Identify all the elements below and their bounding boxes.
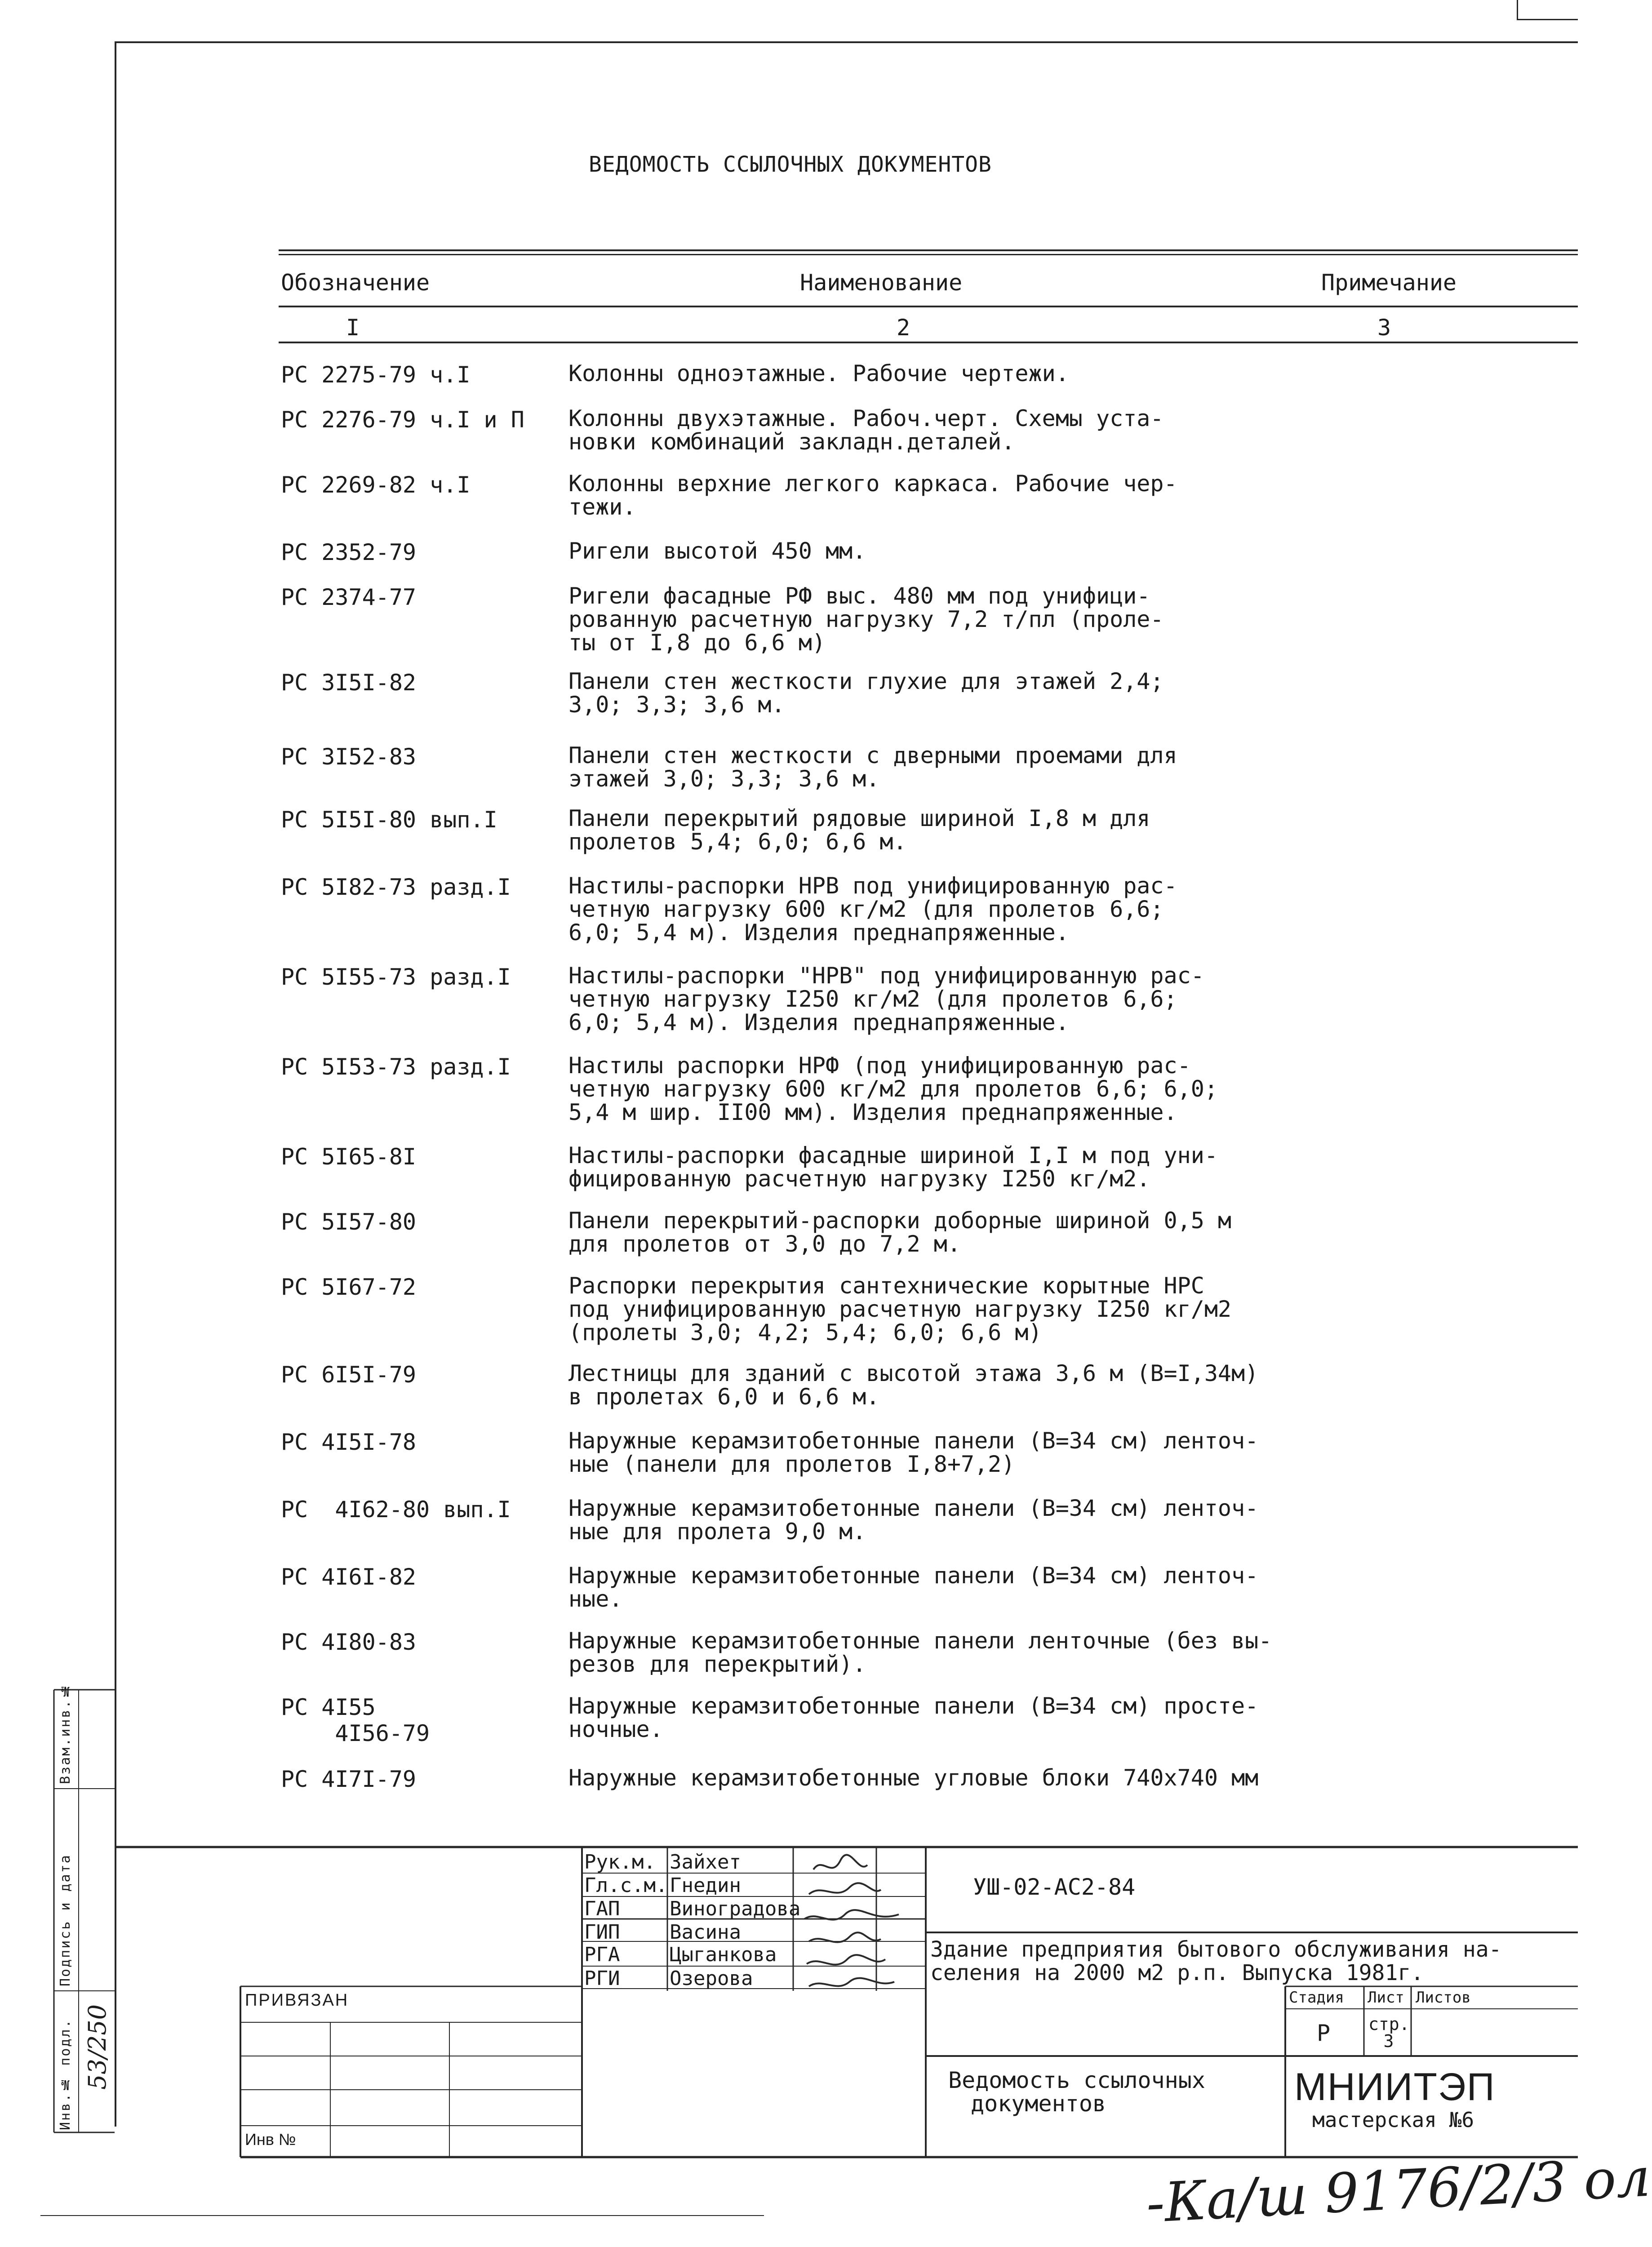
sheet-label: Лист: [1368, 1989, 1404, 2007]
row-designation: РС 4I7I-79: [281, 1766, 417, 1792]
row-name-line: ночные.: [568, 1716, 663, 1742]
row-name-line: тежи.: [568, 494, 636, 520]
stamp-role-1: Рук.м.: [584, 1851, 656, 1874]
row-designation: РС 5I82-73 разд.I: [281, 874, 511, 900]
stamp-role-2: Гл.с.м.: [584, 1874, 668, 1897]
row-designation: РС 2276-79 ч.I и П: [281, 407, 524, 433]
inventory-number-label: Инв №: [245, 2130, 296, 2149]
row-name-line: Панели перекрытий-распорки доборные шириной 0,5 м: [568, 1208, 1232, 1234]
row-name-line: новки комбинаций закладн.деталей.: [568, 429, 1015, 455]
row-name-line: Наружные керамзитобетонные панели (В=34 см) просте-: [568, 1693, 1259, 1719]
stamp-person-4: Васина: [670, 1921, 741, 1944]
header-note: Примечание: [1321, 270, 1457, 296]
col-number-1: I: [346, 315, 360, 341]
row-name-line: ные (панели для пролетов I,8+7,2): [568, 1451, 1015, 1477]
row-name-line: Панели стен жесткости глухие для этажей 2,4;: [568, 668, 1164, 694]
stamp-role-5: РГА: [584, 1943, 620, 1966]
row-name-line: ные для пролета 9,0 м.: [568, 1519, 866, 1545]
row-name-line: 5,4 м шир. II00 мм). Изделия преднапряженные.: [568, 1099, 1177, 1125]
row-name-line: Ригели высотой 450 мм.: [568, 538, 866, 564]
row-name-line: Колонны одноэтажные. Рабочие чертежи.: [568, 360, 1069, 386]
row-name-line: под унифицированную расчетную нагрузку I250 кг/м2: [568, 1296, 1232, 1322]
row-designation: РС 4I80-83: [281, 1629, 417, 1655]
row-name-line: ные.: [568, 1586, 623, 1612]
row-name-line: для пролетов от 3,0 до 7,2 м.: [568, 1231, 961, 1257]
object-title-line-2: селения на 2000 м2 р.п. Выпуска 1981г.: [930, 1960, 1424, 1985]
stage-label: Стадия: [1289, 1989, 1344, 2007]
row-name-line: пролетов 5,4; 6,0; 6,6 м.: [568, 829, 907, 855]
stamp-person-6: Озерова: [670, 1967, 753, 1990]
row-designation: РС 2275-79 ч.I: [281, 362, 471, 388]
side-label-signature-date: Подпись и дата: [58, 1854, 73, 1986]
row-name-line: Настилы-распорки "НРВ" под унифицированную рас-: [568, 963, 1204, 989]
row-name-line: Колонны верхние легкого каркаса. Рабочие чер-: [568, 471, 1177, 497]
side-label-replace-inv: Взам.инв.№: [58, 1682, 73, 1784]
stamp-role-3: ГАП: [584, 1897, 620, 1920]
row-name-line: четную нагрузку 600 кг/м2 (для пролетов 6,6;: [568, 896, 1164, 922]
row-name-line: в пролетах 6,0 и 6,6 м.: [568, 1384, 880, 1410]
object-title-line-1: Здание предприятия бытового обслуживания на-: [930, 1937, 1502, 1962]
row-designation: РС 3I5I-82: [281, 670, 417, 696]
col-number-2: 2: [897, 315, 910, 341]
row-name-line: Распорки перекрытия сантехнические корытные НРС: [568, 1273, 1204, 1299]
row-name-line: Наружные керамзитобетонные панели (В=34 см) ленточ-: [568, 1563, 1259, 1589]
organization-name: МНИИТЭП: [1294, 2065, 1496, 2109]
row-designation: РС 3I52-83: [281, 744, 417, 770]
row-designation: РС 5I5I-80 вып.I: [281, 807, 497, 833]
stage-value: Р: [1317, 2020, 1331, 2046]
row-designation: РС 5I65-8I: [281, 1144, 417, 1170]
row-name-line: четную нагрузку 600 кг/м2 для пролетов 6,6; 6,0;: [568, 1076, 1218, 1102]
stamp-person-2: Гнедин: [670, 1874, 741, 1897]
row-name-line: Настилы-распорки фасадные шириной I,I м под уни-: [568, 1142, 1218, 1168]
stamp-person-1: Зайхет: [670, 1851, 741, 1874]
row-name-line: Ригели фасадные РФ выс. 480 мм под унифици-: [568, 583, 1150, 609]
row-name-line: Наружные керамзитобетонные угловые блоки 740х740 мм: [568, 1765, 1259, 1791]
document-code: УШ-02-АС2-84: [973, 1874, 1136, 1900]
row-name-line: ты от I,8 до 6,6 м): [568, 630, 826, 656]
row-name-line: рованную расчетную нагрузку 7,2 т/пл (проле-: [568, 606, 1164, 632]
row-designation: РС 5I55-73 разд.I: [281, 964, 511, 990]
side-handwritten-number: 53/250: [83, 2004, 111, 2090]
stamp-role-6: РГИ: [584, 1967, 620, 1990]
row-name-line: этажей 3,0; 3,3; 3,6 м.: [568, 766, 880, 792]
row-name-line: резов для перекрытий).: [568, 1651, 866, 1677]
row-designation: РС 2352-79: [281, 539, 417, 565]
stamp-person-5: Цыганкова: [670, 1943, 777, 1966]
signatures: [795, 1852, 930, 1995]
row-designation: РС 5I57-80: [281, 1209, 417, 1235]
privyazan-label: ПРИВЯЗАН: [245, 1991, 349, 2010]
stamp-role-4: ГИП: [584, 1921, 620, 1944]
row-name-line: Лестницы для зданий с высотой этажа 3,6 м (В=I,34м): [568, 1360, 1259, 1386]
row-designation: РС 5I67-72: [281, 1274, 417, 1300]
row-name-line: 3,0; 3,3; 3,6 м.: [568, 692, 785, 718]
sheet-value: стр. 3: [1368, 2014, 1410, 2051]
stamp-person-3: Виноградова: [670, 1897, 801, 1920]
side-label-inv: Инв.№ подл.: [58, 2018, 73, 2130]
row-name-line: 6,0; 5,4 м). Изделия преднапряженные.: [568, 1009, 1069, 1035]
row-name-line: четную нагрузку I250 кг/м2 (для пролетов 6,6;: [568, 986, 1177, 1012]
row-name-line: Панели перекрытий рядовые шириной I,8 м для: [568, 805, 1150, 831]
row-name-line: Наружные керамзитобетонные панели ленточные (без вы-: [568, 1628, 1272, 1654]
header-name: Наименование: [800, 270, 963, 296]
row-designation: РС 6I5I-79: [281, 1362, 417, 1388]
row-designation: РС 5I53-73 разд.I: [281, 1054, 511, 1080]
row-designation: РС 2374-77: [281, 584, 417, 610]
row-designation: РС 4I55 4I56-79: [281, 1694, 430, 1746]
row-name-line: 6,0; 5,4 м). Изделия преднапряженные.: [568, 919, 1069, 946]
row-name-line: Настилы-распорки НРВ под унифицированную рас-: [568, 873, 1177, 899]
row-name-line: (пролеты 3,0; 4,2; 5,4; 6,0; 6,6 м): [568, 1319, 1042, 1346]
header-designation: Обозначение: [281, 270, 430, 296]
row-name-line: фицированную расчетную нагрузку I250 кг/м2.: [568, 1166, 1150, 1192]
row-designation: РС 4I62-80 вып.I: [281, 1497, 511, 1523]
row-name-line: Панели стен жесткости с дверными проемами для: [568, 742, 1177, 768]
row-designation: РС 2269-82 ч.I: [281, 472, 471, 498]
col-number-3: 3: [1377, 315, 1391, 341]
row-name-line: Колонны двухэтажные. Рабоч.черт. Схемы уста-: [568, 405, 1164, 431]
row-name-line: Наружные керамзитобетонные панели (В=34 см) ленточ-: [568, 1428, 1259, 1454]
document-title-line-2: документов: [971, 2091, 1106, 2117]
page-title: ВЕДОМОСТЬ ССЫЛОЧНЫХ ДОКУМЕНТОВ: [589, 152, 992, 177]
document-title-line-1: Ведомость ссылочных: [948, 2067, 1205, 2093]
row-name-line: Настилы распорки НРФ (под унифицированную рас-: [568, 1052, 1191, 1079]
bottom-handwritten-note: -Ка/ш 9176/2/3 ол: [1145, 2146, 1652, 2235]
row-name-line: Наружные керамзитобетонные панели (В=34 см) ленточ-: [568, 1495, 1259, 1521]
workshop-name: мастерская №6: [1312, 2108, 1474, 2132]
row-designation: РС 4I5I-78: [281, 1429, 417, 1455]
row-designation: РС 4I6I-82: [281, 1564, 417, 1590]
sheets-label: Листов: [1416, 1989, 1471, 2007]
